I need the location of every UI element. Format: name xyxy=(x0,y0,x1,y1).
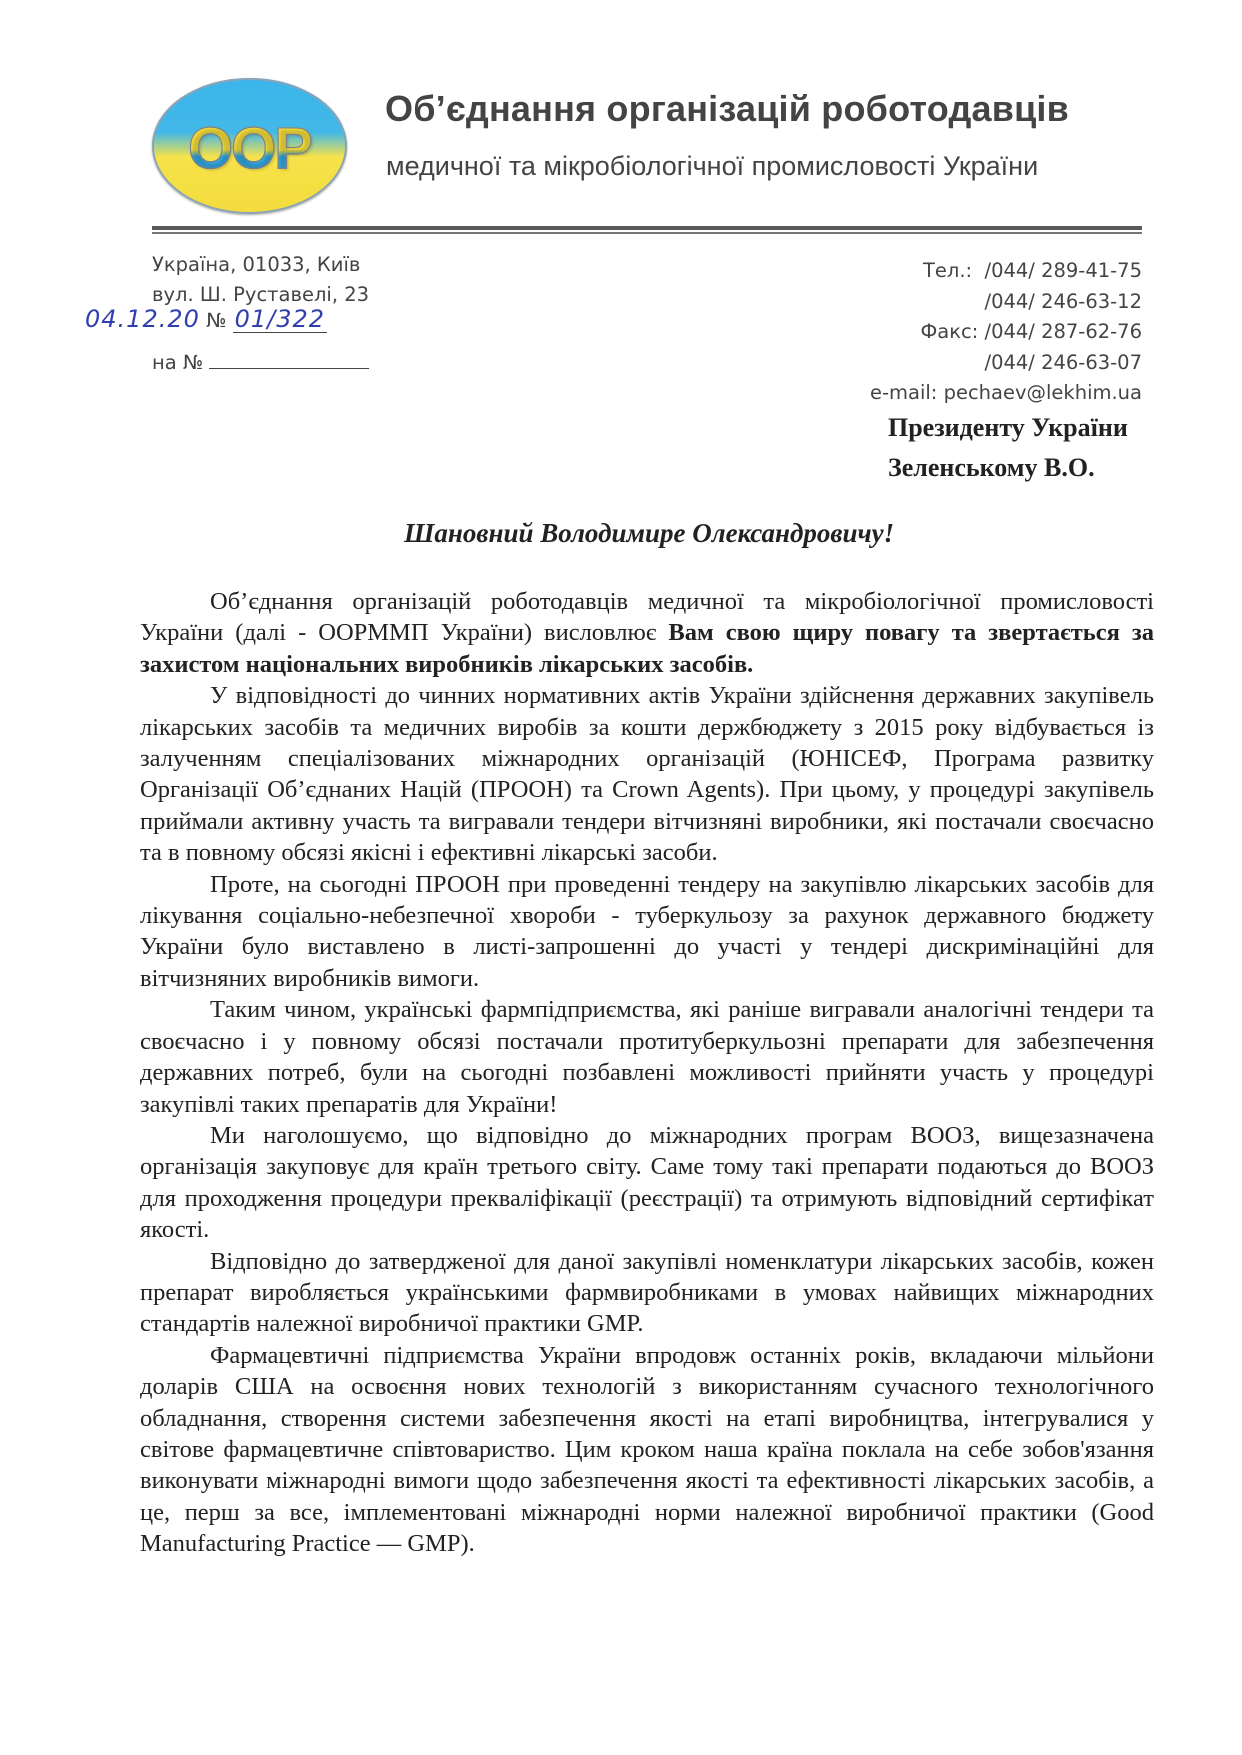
organization-logo xyxy=(152,78,347,214)
phone-line-1 xyxy=(870,256,1142,287)
fax-1: /044/ 287-62-76 xyxy=(984,320,1142,343)
paragraph-2: У відповідності до чинних нормативних актів України здійснення державних закупівель лікарських засобів та медичних виробів за кошти держбюджету з 2015 року відбувається із залученням спеціалізованих міжнародних організацій (ЮНІСЕФ, Програма развитку Організації Об’єднаних Націй (ПРООН) та Crown Agents). При цьому, у процедурі закупівель приймали активну участь та вигравали тендери вітчизняні виробники, які постачали своєчасно та в повному обсязі якісні і ефективні лікарські засоби. xyxy=(140,682,1154,867)
organization-name: Об’єднання організацій роботодавців xyxy=(385,88,1069,129)
header-divider-thin xyxy=(152,232,1142,234)
number-label: № xyxy=(206,309,227,332)
phone-label: Тел.: xyxy=(922,259,973,282)
reply-to-blank-field xyxy=(209,350,369,369)
paragraph-4: Таким чином, українські фармпідприємства, які раніше вигравали аналогічні тендери та своєчасно і у повному обсязі постачали протитуберкульозні препарати для забезпечення державних потреб, були на сьогодні позбавлені можливості прийняти участь у процедурі закупівлі таких препаратів для України! xyxy=(140,996,1154,1118)
paragraph-5: Ми наголошуємо, що відповідно до міжнародних програм ВООЗ, вищезазначена організація закуповує для країн третього світу. Саме тому такі препарати подаються до ВООЗ для проходження процедури прекваліфікації (реєстрації) та отримують відповідний сертифікат якості. xyxy=(140,1121,1154,1244)
outgoing-date: 04.12.20 xyxy=(85,305,200,333)
letterhead xyxy=(150,78,1140,218)
paragraph-1-bold-text: Вам свою щиру повагу та звертається за захистом національних виробників лікарських засобів. xyxy=(140,619,1154,678)
reply-to-label: на № xyxy=(152,351,204,374)
email-address: pechaev@lekhim.ua xyxy=(943,381,1142,404)
paragraph-6: Відповідно до затвердженої для даної закупівлі номенклатури лікарських засобів, кожен препарат виробляється українськими фармвиробниками в умовах найвищих міжнародних стандартів належної виробничої практики GMP. xyxy=(140,1247,1154,1338)
addressee-line-2: Зеленському В.О. xyxy=(888,453,1095,482)
sender-address xyxy=(152,250,369,310)
fax-line-2: /044/ 246-63-07 xyxy=(984,350,1142,374)
reply-to-reference xyxy=(152,350,369,374)
addressee-line-1: Президенту України xyxy=(888,413,1128,442)
paragraph-7: Фармацевтичні підприємства України впродовж останніх років, вкладаючи мільйони доларів США на освоєння нових технологій з використанням сучасного технологічного обладнання, створення системи забезпечення якості на етапі виробництва, інтегрувалися у світове фармацевтичне співтовариство. Цим кроком наша країна поклала на себе зобов'язання виконувати міжнародні вимоги щодо забезпечення якості та ефективності лікарських засобів, а це, перш за все, імплементовані міжнародні норми належної виробничої практики (Good Manufacturing Practice — GMP). xyxy=(140,1341,1154,1558)
paragraph-3: Проте, на сьогодні ПРООН при проведенні тендеру на закупівлю лікарських засобів для лікування соціально-небезпечної хвороби - туберкульозу за рахунок державного бюджету України було виставлено в листі-запрошенні до участі у тендері дискримінаційні для вітчизняних виробників вимоги. xyxy=(140,870,1154,992)
addressee-block xyxy=(888,408,1128,488)
letter-body xyxy=(140,586,1154,1560)
header-divider-thick xyxy=(152,226,1142,230)
email-label: e-mail: xyxy=(869,381,938,404)
address-line-1: Україна, 01033, Київ xyxy=(152,253,361,276)
logo-text: ООР xyxy=(188,115,311,181)
salutation: Шановний Володимире Олександровичу! xyxy=(404,518,895,548)
phone-line-2: /044/ 246-63-12 xyxy=(984,289,1142,313)
fax-label: Факс: xyxy=(920,320,979,343)
email-line xyxy=(870,378,1142,409)
paragraph-1-text: Об’єднання організацій роботодавців медичної та мікробіологічної промисловості України (далі - ООРММП України) висловлює xyxy=(140,588,1154,647)
phone-1: /044/ 289-41-75 xyxy=(984,259,1142,282)
fax-line-1 xyxy=(870,317,1142,348)
address-line-2: вул. Ш. Руставелі, 23 xyxy=(152,283,370,306)
contact-block xyxy=(870,256,1142,409)
paragraph-1 xyxy=(140,586,1154,680)
outgoing-number: 01/322 xyxy=(234,305,325,333)
organization-subtitle: медичної та мікробіологічної промисловості України xyxy=(386,151,1039,181)
outgoing-reference xyxy=(85,305,327,333)
